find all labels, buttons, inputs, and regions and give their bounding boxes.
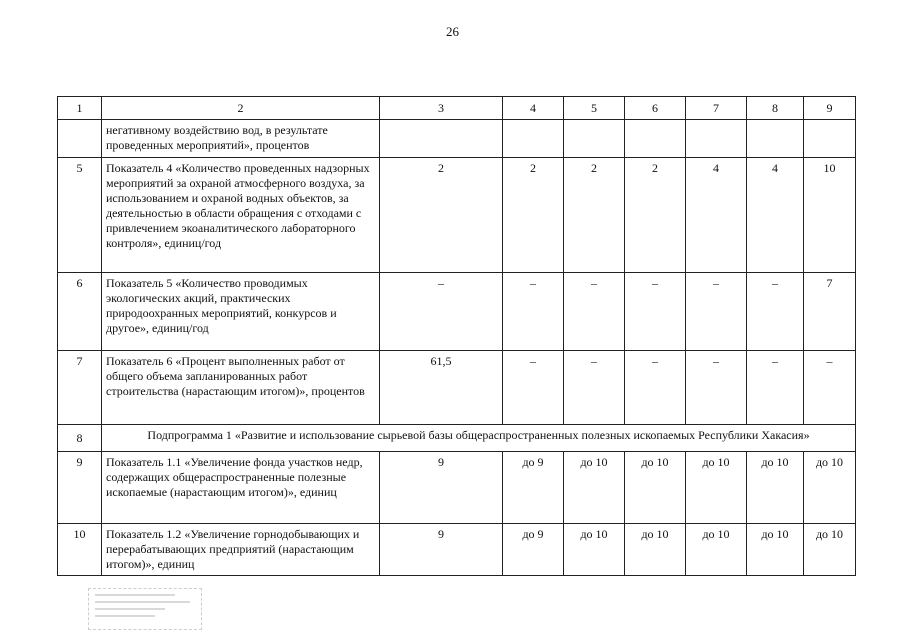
value-cell: – <box>747 351 804 425</box>
row-number: 6 <box>58 273 102 351</box>
value-cell: – <box>804 351 856 425</box>
table-row <box>58 158 856 273</box>
value-cell: – <box>747 273 804 351</box>
header-cell: 9 <box>804 97 856 120</box>
stamp-line <box>95 594 175 596</box>
stamp-line <box>95 601 190 603</box>
value-cell: – <box>380 273 503 351</box>
value-cell: 2 <box>564 158 625 273</box>
value-cell: до 10 <box>804 452 856 524</box>
value-cell: – <box>686 273 747 351</box>
header-cell: 7 <box>686 97 747 120</box>
indicator-name: Показатель 4 «Количество проведенных надзорных мероприятий за охраной атмосферного воздуха, за использованием и охраной водных объектов, за деятельностью в области обращения с отходами с привлечением экоаналитического лабораторного контроля», единиц/год <box>102 158 380 273</box>
faded-stamp <box>88 588 202 630</box>
value-cell: до 10 <box>686 452 747 524</box>
row-number: 8 <box>58 425 102 452</box>
table-row <box>58 452 856 524</box>
value-cell: до 9 <box>503 452 564 524</box>
row-number <box>58 120 102 158</box>
value-cell: 2 <box>503 158 564 273</box>
value-cell: – <box>625 273 686 351</box>
row-number: 9 <box>58 452 102 524</box>
table-row <box>58 524 856 576</box>
value-cell: до 10 <box>686 524 747 576</box>
row-number: 5 <box>58 158 102 273</box>
value-cell: 2 <box>380 158 503 273</box>
value-cell: до 10 <box>564 452 625 524</box>
table-row <box>58 351 856 425</box>
header-cell: 1 <box>58 97 102 120</box>
value-cell: до 9 <box>503 524 564 576</box>
value-cell: – <box>503 351 564 425</box>
header-cell: 2 <box>102 97 380 120</box>
indicator-name: негативному воздействию вод, в результате проведенных мероприятий», процентов <box>102 120 380 158</box>
stamp-line <box>95 615 155 617</box>
indicator-name: Показатель 1.1 «Увеличение фонда участков недр, содержащих общераспространенные полезные ископаемые (нарастающим итогом)», единиц <box>102 452 380 524</box>
value-cell: 2 <box>625 158 686 273</box>
row-number: 7 <box>58 351 102 425</box>
header-cell: 4 <box>503 97 564 120</box>
subprogram-title: Подпрограмма 1 «Развитие и использование сырьевой базы общераспространенных полезных ископаемых Республики Хакасия» <box>102 425 856 452</box>
indicators-table <box>57 96 856 576</box>
value-cell <box>503 120 564 158</box>
value-cell <box>686 120 747 158</box>
value-cell: 10 <box>804 158 856 273</box>
subprogram-row <box>58 425 856 452</box>
value-cell <box>747 120 804 158</box>
value-cell: до 10 <box>747 452 804 524</box>
page-number: 26 <box>446 24 459 39</box>
indicator-name: Показатель 1.2 «Увеличение горнодобывающих и перерабатывающих предприятий (нарастающим итогом)», единиц <box>102 524 380 576</box>
table-row <box>58 273 856 351</box>
value-cell <box>564 120 625 158</box>
value-cell: – <box>564 351 625 425</box>
value-cell: до 10 <box>564 524 625 576</box>
table-row <box>58 120 856 158</box>
value-cell <box>804 120 856 158</box>
value-cell: – <box>503 273 564 351</box>
value-cell: 7 <box>804 273 856 351</box>
value-cell: – <box>564 273 625 351</box>
header-cell: 5 <box>564 97 625 120</box>
value-cell: – <box>625 351 686 425</box>
value-cell: 9 <box>380 452 503 524</box>
value-cell: до 10 <box>747 524 804 576</box>
row-number: 10 <box>58 524 102 576</box>
header-cell: 8 <box>747 97 804 120</box>
value-cell: 4 <box>747 158 804 273</box>
value-cell: 4 <box>686 158 747 273</box>
value-cell: 61,5 <box>380 351 503 425</box>
stamp-line <box>95 608 165 610</box>
value-cell: – <box>686 351 747 425</box>
indicator-name: Показатель 6 «Процент выполненных работ от общего объема запланированных работ строительства (нарастающим итогом)», процентов <box>102 351 380 425</box>
value-cell: до 10 <box>804 524 856 576</box>
value-cell <box>380 120 503 158</box>
table-header-row <box>58 97 856 120</box>
value-cell: до 10 <box>625 452 686 524</box>
header-cell: 6 <box>625 97 686 120</box>
indicator-name: Показатель 5 «Количество проводимых экологических акций, практических природоохранных мероприятий, конкурсов и другое», единиц/год <box>102 273 380 351</box>
header-cell: 3 <box>380 97 503 120</box>
value-cell: до 10 <box>625 524 686 576</box>
value-cell <box>625 120 686 158</box>
value-cell: 9 <box>380 524 503 576</box>
